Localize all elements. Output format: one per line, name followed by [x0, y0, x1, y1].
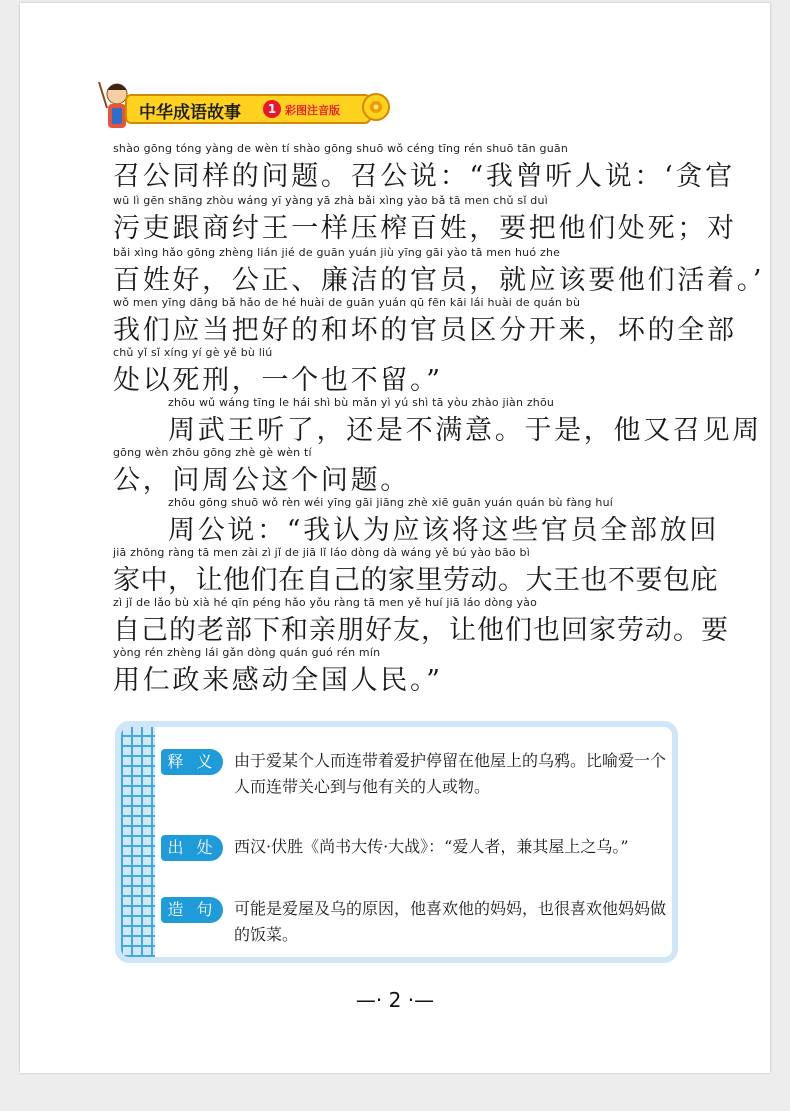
pinyin-line: yòng rén zhèng lái gǎn dòng quán guó rén mín [113, 646, 381, 659]
flower-ornament-icon [361, 92, 391, 122]
series-header [83, 72, 393, 134]
pinyin-line: shào gōng tóng yàng de wèn tí shào gōng shuō wǒ céng tīng rén shuō tān guān [113, 142, 569, 155]
title-banner [125, 94, 371, 124]
hanzi-line: 周武王听了，还是不满意。于是，他又召见周 [168, 415, 762, 446]
edition-label: 彩图注音版 [285, 104, 340, 117]
pinyin-line: zhōu gōng shuō wǒ rèn wéi yīng gāi jiāng zhè xiē guān yuán quán bù fàng huí [168, 496, 614, 509]
hanzi-line: 召公同样的问题。召公说：“我曾听人说：‘贪官 [113, 161, 735, 192]
pinyin-line: bǎi xìng hǎo gōng zhèng lián jié de guān yuán jiù yīng gāi yào tā men huó zhe [113, 246, 561, 259]
pinyin-line: wū lì gēn shāng zhòu wáng yī yàng yā zhà bǎi xìng yào bǎ tā men chǔ sǐ duì [113, 194, 548, 207]
hanzi-line: 百姓好，公正、廉洁的官员，就应该要他们活着。’ [113, 265, 765, 296]
pinyin-line: wǒ men yīng dāng bǎ hǎo de hé huài de guān yuán qū fēn kāi lái huài de quán bù [113, 296, 581, 309]
hanzi-line: 周公说：“我认为应该将这些官员全部放回 [168, 515, 720, 546]
hanzi-line: 处以死刑，一个也不留。” [113, 365, 443, 396]
pinyin-line: chǔ yǐ sǐ xíng yí gè yě bù liú [113, 346, 273, 359]
series-title: 中华成语故事 [139, 103, 241, 123]
hanzi-line: 污吏跟商纣王一样压榨百姓，要把他们处死；对 [113, 213, 737, 244]
example-text: 可能是爱屋及乌的原因，他喜欢他的妈妈，也很喜欢他妈妈做的饭菜。 [234, 899, 667, 944]
hanzi-line: 用仁政来感动全国人民。” [113, 665, 443, 696]
meaning-tag: 释 义 [161, 749, 223, 775]
hanzi-line: 家中，让他们在自己的家里劳动。大王也不要包庇 [113, 565, 718, 596]
idiom-info-box [115, 721, 678, 963]
meander-border-pattern [121, 727, 155, 957]
volume-badge: 1 [263, 100, 281, 118]
pinyin-line: gōng wèn zhōu gōng zhè gè wèn tí [113, 446, 312, 459]
source-text: 西汉·伏胜《尚书大传·大战》：“爱人者，兼其屋上之乌。” [234, 837, 629, 856]
pinyin-line: zì jǐ de lǎo bù xià hé qīn péng hǎo yǒu ràng tā men yě huí jiā láo dòng yào [113, 596, 538, 609]
hanzi-line: 自己的老部下和亲朋好友，让他们也回家劳动。要 [113, 615, 729, 646]
hanzi-line: 公，问周公这个问题。 [113, 465, 410, 496]
source-tag: 出 处 [161, 835, 223, 861]
pinyin-line: jiā zhōng ràng tā men zài zì jǐ de jiā lǐ láo dòng dà wáng yě bú yào bāo bì [113, 546, 530, 559]
meaning-text: 由于爱某个人而连带着爱护停留在他屋上的乌鸦。比喻爱一个人而连带关心到与他有关的人或物。 [234, 751, 667, 796]
hanzi-line: 我们应当把好的和坏的官员区分开来，坏的全部 [113, 315, 737, 346]
page-number: —· 2 ·— [355, 988, 435, 1012]
example-tag: 造 句 [161, 897, 223, 923]
pinyin-line: zhōu wǔ wáng tīng le hái shì bù mǎn yì yú shì tā yòu zhào jiàn zhōu [168, 396, 555, 409]
